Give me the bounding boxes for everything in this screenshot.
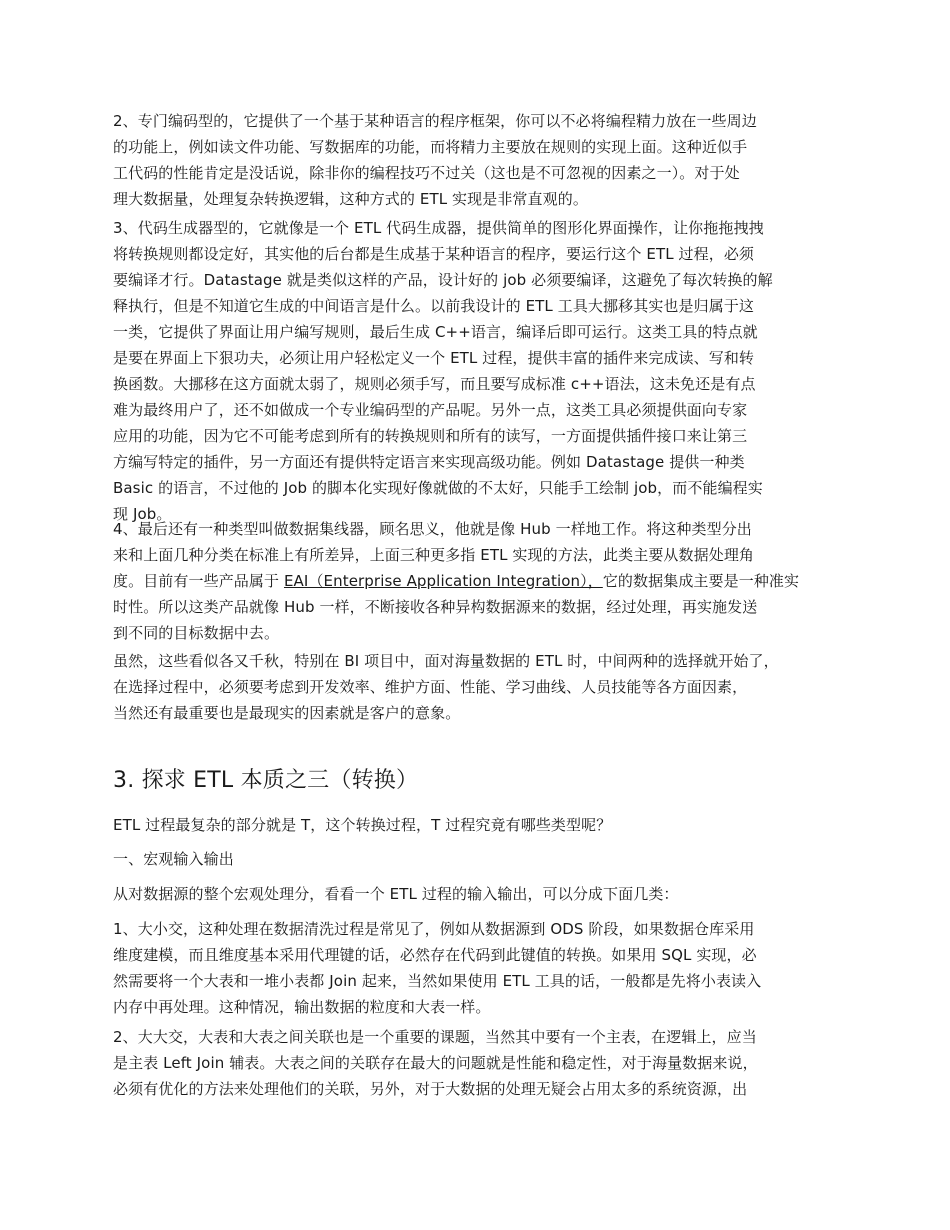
text-line: 内存中再处理。这种情况，输出数据的粒度和大表一样。 [113, 998, 491, 1016]
text-line: 现 Job。 [113, 505, 172, 523]
text-line: 在选择过程中，必须要考虑到开发效率、维护方面、性能、学习曲线、人员技能等各方面因素， [113, 678, 748, 696]
paragraph-large-small-join [113, 916, 858, 1020]
text-line: 2、专门编码型的，它提供了一个基于某种语言的程序框架，你可以不必将编程精力放在一些周边 [113, 112, 757, 130]
text-line-with-link [113, 568, 858, 594]
text-line: 当然还有最重要也是最现实的因素就是客户的意象。 [113, 704, 461, 722]
text-line: 1、大小交，这种处理在数据清洗过程是常见了，例如从数据源到 ODS 阶段，如果数据仓库采用 [113, 920, 755, 938]
paragraph-macro-io-intro [113, 881, 858, 907]
text-line: 来和上面几种分类在标准上有所差异，上面三种更多指 ETL 实现的方法，此类主要从数据处理角 [113, 546, 755, 564]
text-line: 理大数据量，处理复杂转换逻辑，这种方式的 ETL 实现是非常直观的。 [113, 190, 588, 208]
text-line: 难为最终用户了，还不如做成一个专业编码型的产品呢。另外一点，这类工具必须提供面向专家 [113, 401, 748, 419]
text-line: 工代码的性能肯定是没话说，除非你的编程技巧不过关（这也是不可忽视的因素之一）。对于处 [113, 164, 740, 182]
section-heading: 3. 探求 ETL 本质之三（转换） [113, 768, 419, 793]
text-line: 必须有优化的方法来处理他们的关联，另外，对于大数据的处理无疑会占用太多的系统资源，出 [113, 1080, 748, 1098]
text-line: 换函数。大挪移在这方面就太弱了，规则必须手写，而且要写成标准 c++语法，这未免还是有点 [113, 375, 756, 393]
text-segment: 度。目前有一些产品属于 [113, 572, 284, 590]
text-line: ETL 过程最复杂的部分就是 T，这个转换过程，T 过程究竟有哪些类型呢？ [113, 816, 612, 834]
paragraph-coding-type [113, 108, 858, 212]
text-line: 将转换规则都设定好，其实他的后台都是生成基于某种语言的程序，要运行这个 ETL 过程，必须 [113, 245, 755, 263]
text-line: 维度建模，而且维度基本采用代理键的话，必然存在代码到此键值的转换。如果用 SQL 实现，必 [113, 946, 757, 964]
paragraph-data-hub-type [113, 516, 858, 646]
text-line: 3、代码生成器型的，它就像是一个 ETL 代码生成器，提供简单的图形化界面操作，让你拖拖拽拽 [113, 219, 764, 237]
text-line: 释执行，但是不知道它生成的中间语言是什么。以前我设计的 ETL 工具大挪移其实也是归属于这 [113, 297, 755, 315]
text-line: 到不同的目标数据中去。 [113, 624, 280, 642]
text-line: 一、宏观输入输出 [113, 850, 234, 868]
paragraph-code-generator-type [113, 215, 858, 527]
paragraph-large-large-join [113, 1024, 858, 1102]
text-line: 要编译才行。Datastage 就是类似这样的产品，设计好的 job 必须要编译，这避免了每次转换的解 [113, 271, 773, 289]
text-line: 然需要将一个大表和一堆小表都 Join 起来，当然如果使用 ETL 工具的话，一般都是先将小表读入 [113, 972, 762, 990]
text-line: 从对数据源的整个宏观处理分，看看一个 ETL 过程的输入输出，可以分成下面几类： [113, 885, 679, 903]
text-line: Basic 的语言，不过他的 Job 的脚本化实现好像就做的不太好，只能手工绘制 job，而不能编程实 [113, 479, 763, 497]
text-segment: 它的数据集成主要是一种准实 [602, 572, 800, 590]
text-line: 的功能上，例如读文件功能、写数据库的功能，而将精力主要放在规则的实现上面。这种近似手 [113, 138, 748, 156]
text-line: 方编写特定的插件，另一方面还有提供特定语言来实现高级功能。例如 Datastage 提供一种类 [113, 453, 745, 471]
paragraph-intro [113, 812, 858, 838]
text-line: 是要在界面上下狠功夫，必须让用户轻松定义一个 ETL 过程，提供丰富的插件来完成读、写和转 [113, 349, 755, 367]
paragraph-summary [113, 648, 858, 726]
text-line: 虽然，这些看似各又千秋，特别在 BI 项目中，面对海量数据的 ETL 时，中间两种的选择就开始了， [113, 652, 779, 670]
text-line: 时性。所以这类产品就像 Hub 一样，不断接收各种异构数据源来的数据，经过处理，再实施发送 [113, 598, 758, 616]
text-line: 2、大大交，大表和大表之间关联也是一个重要的课题，当然其中要有一个主表，在逻辑上，应当 [113, 1028, 757, 1046]
eai-link[interactable]: EAI（Enterprise Application Integration）， [283, 572, 603, 590]
text-line: 是主表 Left Join 辅表。大表之间的关联存在最大的问题就是性能和稳定性，对于海量数据来说， [113, 1054, 758, 1072]
text-line: 4、最后还有一种类型叫做数据集线器，顾名思义，他就是像 Hub 一样地工作。将这种类型分出 [113, 520, 752, 538]
text-line: 一类，它提供了界面让用户编写规则，最后生成 C++语言，编译后即可运行。这类工具的特点就 [113, 323, 758, 341]
subheading-macro-io [113, 846, 858, 872]
text-line: 应用的功能，因为它不可能考虑到所有的转换规则和所有的读写，一方面提供插件接口来让第三 [113, 427, 748, 445]
